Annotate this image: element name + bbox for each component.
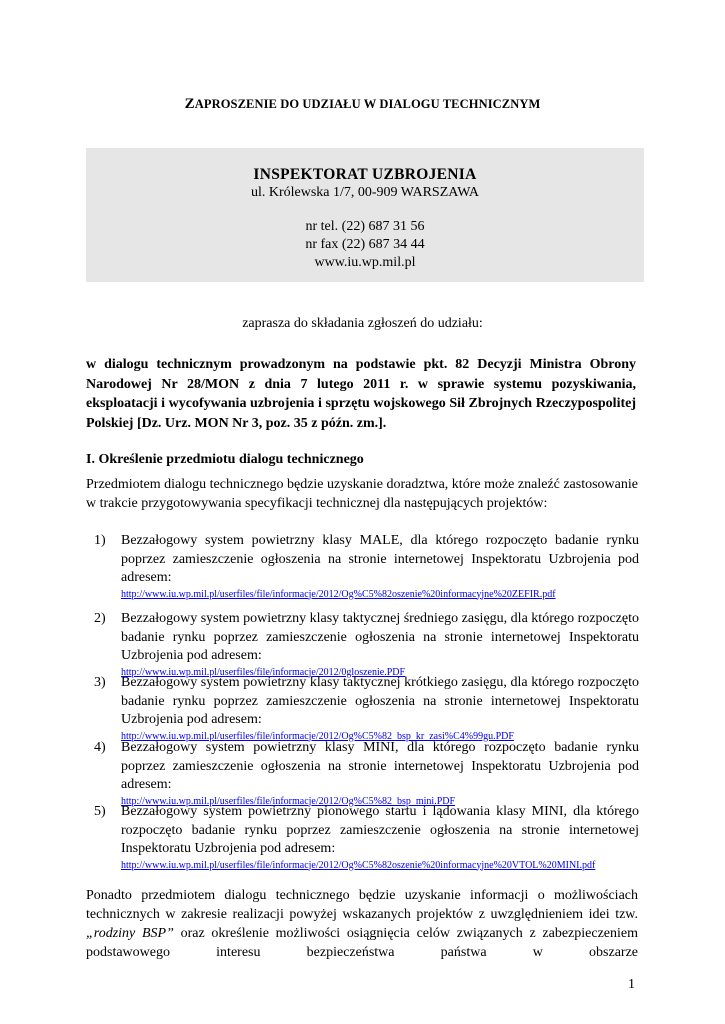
heading-rest: APROSZENIE DO UDZIAŁU W DIALOGU TECHNICZNYM — [194, 97, 541, 111]
list-item-text: Bezzałogowy system powietrzny klasy MINI, dla którego rozpoczęto badanie rynku poprzez zamieszczenie ogłoszenia na stronie internetowej Inspektoratu Uzbrojenia pod adresem: — [121, 740, 639, 792]
closing-paragraph — [86, 886, 638, 962]
list-item-text: Bezzałogowy system powietrzny klasy taktycznej krótkiego zasięgu, dla którego rozpoczęto badanie rynku poprzez zamieszczenie ogłoszenia na stronie internetowej Inspektoratu Uzbrojenia pod adresem: — [121, 675, 639, 727]
closing-text-2: oraz określenie możliwości osiągnięcia celów związanych z zabezpieczeniem podstawowego interesu bezpieczeństwa państwa w obszarze — [86, 926, 638, 960]
list-item-number: 3) — [94, 675, 106, 690]
list-item-number: 5) — [94, 804, 106, 819]
section-number: I. — [86, 452, 95, 467]
closing-italic: „rodziny BSP” — [86, 926, 174, 941]
organization-phone: nr tel. (22) 687 31 56 — [305, 219, 425, 234]
list-item-number: 2) — [94, 611, 106, 626]
legal-basis-paragraph: w dialogu technicznym prowadzonym na podstawie pkt. 82 Decyzji Ministra Obrony Narodowej Nr 28/MON z dnia 7 lutego 2011 r. w sprawie systemu pozyskiwania, eksploatacji i wycofywania uzbrojenia i sprzętu wojskowego Sił Zbrojnych Rzeczypospolitej Polskiej [Dz. Urz. MON Nr 3, poz. 35 z późn. zm.]. — [86, 357, 636, 431]
section-title-text: Określenie przedmiotu dialogu technicznego — [98, 452, 364, 467]
list-item-text: Bezzałogowy system powietrzny pionowego startu i lądowania klasy MINI, dla którego rozpoczęto badanie rynku poprzez zamieszczenie ogłoszenia na stronie internetowej Inspektoratu Uzbrojenia pod adresem: — [121, 804, 639, 856]
section-intro: Przedmiotem dialogu technicznego będzie uzyskanie doradztwa, które może znaleźć zastosowanie w trakcie przygotowywania specyfikacji technicznej dla następujących projektów: — [86, 477, 638, 511]
organization-website: www.iu.wp.mil.pl — [314, 255, 416, 270]
organization-box — [86, 148, 644, 282]
section-title — [86, 452, 364, 468]
list-item-number: 1) — [94, 533, 106, 548]
organization-name: INSPEKTORAT UZBROJENIA — [253, 166, 477, 183]
closing-text-1: Ponadto przedmiotem dialogu technicznego będzie uzyskanie informacji o możliwościach technicznych w zakresie realizacji powyżej wskazanych projektów z uwzględnieniem idei tzw. — [86, 888, 638, 922]
document-heading — [0, 96, 725, 113]
page-number: 1 — [628, 977, 635, 992]
list-item-text: Bezzałogowy system powietrzny klasy taktycznej średniego zasięgu, dla którego rozpoczęto badanie rynku poprzez zamieszczenie ogłoszenia na stronie internetowej Inspektoratu Uzbrojenia pod adresem: — [121, 611, 639, 663]
list-item-link[interactable]: http://www.iu.wp.mil.pl/userfiles/file/informacje/2012/0gloszenie.PDF — [121, 666, 406, 678]
list-item-link[interactable]: http://www.iu.wp.mil.pl/userfiles/file/informacje/2012/Og%C5%82oszenie%20informacyjne%20ZEFIR.pdf — [121, 588, 556, 600]
organization-address: ul. Królewska 1/7, 00-909 WARSZAWA — [250, 185, 480, 200]
organization-fax: nr fax (22) 687 34 44 — [305, 237, 425, 252]
list-item-number: 4) — [94, 740, 106, 755]
list-item-link[interactable]: http://www.iu.wp.mil.pl/userfiles/file/informacje/2012/Og%C5%82_bsp_mini.PDF — [121, 795, 456, 807]
list-item-text: Bezzałogowy system powietrzny klasy MALE, dla którego rozpoczęto badanie rynku poprzez zamieszczenie ogłoszenia na stronie internetowej Inspektoratu Uzbrojenia pod adresem: — [121, 533, 639, 585]
heading-initial: Z — [184, 96, 195, 112]
list-item-link[interactable]: http://www.iu.wp.mil.pl/userfiles/file/informacje/2012/Og%C5%82_bsp_kr_zasi%C4%99gu.PDF — [121, 730, 514, 742]
invite-text: zaprasza do składania zgłoszeń do udziału: — [242, 316, 483, 331]
list-item-link[interactable]: http://www.iu.wp.mil.pl/userfiles/file/informacje/2012/Og%C5%82oszenie%20informacyjne%20VTOL%20MINI.pdf — [121, 859, 596, 871]
